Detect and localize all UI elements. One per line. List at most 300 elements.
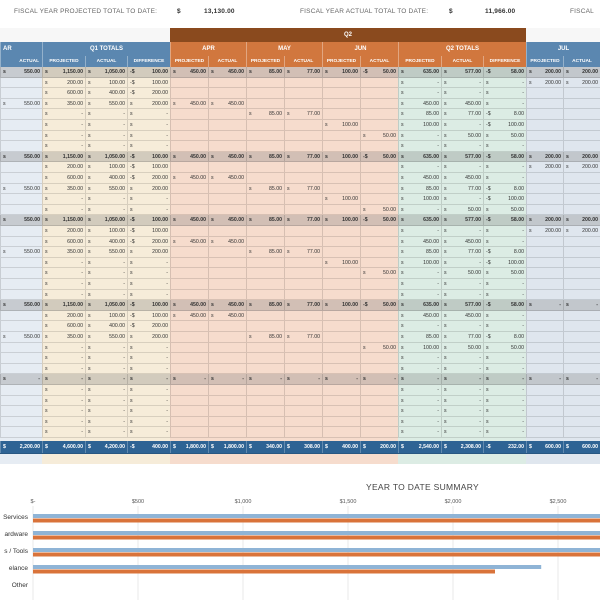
table-cell[interactable]: [483, 406, 526, 416]
table-cell[interactable]: [208, 131, 246, 141]
table-cell[interactable]: [208, 120, 246, 130]
table-cell[interactable]: [483, 268, 526, 278]
table-cell[interactable]: [526, 279, 563, 289]
table-cell[interactable]: [322, 78, 360, 88]
table-cell[interactable]: [208, 247, 246, 257]
table-cell[interactable]: [322, 332, 360, 342]
table-cell[interactable]: [398, 120, 441, 130]
table-cell[interactable]: [526, 215, 563, 225]
table-cell[interactable]: [526, 374, 563, 384]
table-cell[interactable]: [563, 78, 600, 88]
table-cell[interactable]: [563, 427, 600, 437]
table-cell[interactable]: [85, 162, 127, 172]
table-cell[interactable]: [360, 385, 398, 395]
table-cell[interactable]: [246, 109, 284, 119]
table-cell[interactable]: [483, 141, 526, 151]
table-cell[interactable]: [483, 417, 526, 427]
table-cell[interactable]: [360, 332, 398, 342]
table-cell[interactable]: [246, 385, 284, 395]
table-cell[interactable]: [246, 343, 284, 353]
table-cell[interactable]: [398, 237, 441, 247]
table-cell[interactable]: [42, 417, 85, 427]
table-cell[interactable]: [322, 120, 360, 130]
table-cell[interactable]: [246, 441, 284, 453]
table-cell[interactable]: [360, 173, 398, 183]
table-cell[interactable]: [483, 427, 526, 437]
table-cell[interactable]: [398, 215, 441, 225]
table-cell[interactable]: [441, 427, 483, 437]
table-cell[interactable]: [127, 374, 170, 384]
table-cell[interactable]: [563, 396, 600, 406]
table-cell[interactable]: [322, 99, 360, 109]
table-cell[interactable]: [42, 311, 85, 321]
table-cell[interactable]: [360, 194, 398, 204]
table-cell[interactable]: [85, 205, 127, 215]
table-cell[interactable]: [284, 226, 322, 236]
table-cell[interactable]: [526, 109, 563, 119]
table-cell[interactable]: [398, 279, 441, 289]
table-cell[interactable]: [563, 226, 600, 236]
table-cell[interactable]: [208, 109, 246, 119]
table-cell[interactable]: [441, 321, 483, 331]
table-cell[interactable]: [42, 321, 85, 331]
table-cell[interactable]: [0, 385, 42, 395]
table-cell[interactable]: [398, 332, 441, 342]
table-cell[interactable]: [0, 205, 42, 215]
table-cell[interactable]: [127, 173, 170, 183]
table-cell[interactable]: [42, 67, 85, 77]
table-cell[interactable]: [526, 141, 563, 151]
table-cell[interactable]: [0, 141, 42, 151]
table-cell[interactable]: [284, 427, 322, 437]
table-cell[interactable]: [398, 131, 441, 141]
table-cell[interactable]: [85, 332, 127, 342]
table-cell[interactable]: [170, 99, 208, 109]
table-cell[interactable]: [246, 406, 284, 416]
table-cell[interactable]: [284, 441, 322, 453]
table-cell[interactable]: [0, 162, 42, 172]
table-cell[interactable]: [563, 184, 600, 194]
table-cell[interactable]: [85, 67, 127, 77]
table-cell[interactable]: [85, 237, 127, 247]
table-cell[interactable]: [246, 427, 284, 437]
table-cell[interactable]: [85, 300, 127, 310]
table-cell[interactable]: [0, 184, 42, 194]
table-cell[interactable]: [526, 343, 563, 353]
table-cell[interactable]: [360, 353, 398, 363]
table-cell[interactable]: [127, 99, 170, 109]
table-cell[interactable]: [170, 152, 208, 162]
table-cell[interactable]: [360, 162, 398, 172]
table-cell[interactable]: [563, 152, 600, 162]
table-cell[interactable]: [170, 385, 208, 395]
table-cell[interactable]: [322, 88, 360, 98]
table-cell[interactable]: [526, 184, 563, 194]
table-cell[interactable]: [441, 343, 483, 353]
table-cell[interactable]: [42, 427, 85, 437]
table-cell[interactable]: [322, 300, 360, 310]
table-cell[interactable]: [127, 226, 170, 236]
table-cell[interactable]: [0, 268, 42, 278]
table-cell[interactable]: [398, 321, 441, 331]
table-cell[interactable]: [208, 353, 246, 363]
table-cell[interactable]: [360, 343, 398, 353]
table-cell[interactable]: [284, 374, 322, 384]
table-cell[interactable]: [284, 99, 322, 109]
table-cell[interactable]: [441, 141, 483, 151]
table-cell[interactable]: [563, 300, 600, 310]
table-cell[interactable]: [170, 247, 208, 257]
table-cell[interactable]: [360, 215, 398, 225]
table-cell[interactable]: [208, 258, 246, 268]
table-cell[interactable]: [0, 194, 42, 204]
table-cell[interactable]: [360, 237, 398, 247]
table-cell[interactable]: [170, 215, 208, 225]
table-cell[interactable]: [483, 290, 526, 300]
table-cell[interactable]: [322, 268, 360, 278]
table-cell[interactable]: [322, 184, 360, 194]
table-cell[interactable]: [322, 290, 360, 300]
table-cell[interactable]: [127, 364, 170, 374]
table-cell[interactable]: [85, 268, 127, 278]
table-cell[interactable]: [246, 194, 284, 204]
table-cell[interactable]: [0, 237, 42, 247]
table-cell[interactable]: [42, 247, 85, 257]
table-cell[interactable]: [563, 258, 600, 268]
table-cell[interactable]: [0, 226, 42, 236]
table-cell[interactable]: [441, 194, 483, 204]
table-cell[interactable]: [208, 396, 246, 406]
table-cell[interactable]: [85, 120, 127, 130]
table-cell[interactable]: [0, 258, 42, 268]
table-cell[interactable]: [246, 78, 284, 88]
table-cell[interactable]: [0, 441, 42, 453]
table-cell[interactable]: [0, 109, 42, 119]
table-cell[interactable]: [526, 268, 563, 278]
table-cell[interactable]: [441, 109, 483, 119]
table-cell[interactable]: [563, 311, 600, 321]
table-cell[interactable]: [322, 237, 360, 247]
table-cell[interactable]: [360, 120, 398, 130]
table-cell[interactable]: [127, 109, 170, 119]
table-cell[interactable]: [398, 88, 441, 98]
table-cell[interactable]: [322, 247, 360, 257]
table-cell[interactable]: [246, 141, 284, 151]
table-cell[interactable]: [441, 364, 483, 374]
table-cell[interactable]: [127, 406, 170, 416]
table-cell[interactable]: [526, 194, 563, 204]
table-cell[interactable]: [208, 184, 246, 194]
table-cell[interactable]: [85, 290, 127, 300]
table-cell[interactable]: [483, 205, 526, 215]
table-cell[interactable]: [526, 205, 563, 215]
table-cell[interactable]: [483, 258, 526, 268]
table-cell[interactable]: [170, 131, 208, 141]
table-cell[interactable]: [284, 205, 322, 215]
table-cell[interactable]: [127, 247, 170, 257]
table-cell[interactable]: [0, 406, 42, 416]
table-cell[interactable]: [42, 343, 85, 353]
table-cell[interactable]: [170, 120, 208, 130]
table-cell[interactable]: [322, 141, 360, 151]
table-cell[interactable]: [526, 162, 563, 172]
table-cell[interactable]: [563, 343, 600, 353]
table-cell[interactable]: [208, 99, 246, 109]
table-cell[interactable]: [441, 226, 483, 236]
table-cell[interactable]: [208, 300, 246, 310]
table-cell[interactable]: [441, 353, 483, 363]
table-cell[interactable]: [563, 441, 600, 453]
table-cell[interactable]: [398, 141, 441, 151]
table-cell[interactable]: [284, 311, 322, 321]
table-cell[interactable]: [127, 417, 170, 427]
table-cell[interactable]: [483, 152, 526, 162]
table-cell[interactable]: [483, 78, 526, 88]
table-cell[interactable]: [284, 152, 322, 162]
table-cell[interactable]: [526, 131, 563, 141]
table-cell[interactable]: [170, 226, 208, 236]
table-cell[interactable]: [360, 141, 398, 151]
table-cell[interactable]: [85, 353, 127, 363]
table-cell[interactable]: [127, 311, 170, 321]
table-cell[interactable]: [360, 311, 398, 321]
table-cell[interactable]: [170, 396, 208, 406]
table-cell[interactable]: [441, 385, 483, 395]
table-cell[interactable]: [284, 300, 322, 310]
table-cell[interactable]: [322, 162, 360, 172]
table-cell[interactable]: [170, 441, 208, 453]
table-cell[interactable]: [526, 99, 563, 109]
table-cell[interactable]: [398, 364, 441, 374]
table-cell[interactable]: [483, 300, 526, 310]
table-cell[interactable]: [246, 300, 284, 310]
table-cell[interactable]: [170, 364, 208, 374]
table-cell[interactable]: [246, 237, 284, 247]
table-cell[interactable]: [127, 427, 170, 437]
table-cell[interactable]: [398, 441, 441, 453]
table-cell[interactable]: [563, 290, 600, 300]
table-cell[interactable]: [398, 385, 441, 395]
table-cell[interactable]: [246, 332, 284, 342]
table-cell[interactable]: [42, 152, 85, 162]
table-cell[interactable]: [284, 78, 322, 88]
table-cell[interactable]: [563, 215, 600, 225]
table-cell[interactable]: [441, 99, 483, 109]
table-cell[interactable]: [0, 290, 42, 300]
table-cell[interactable]: [246, 88, 284, 98]
table-cell[interactable]: [42, 109, 85, 119]
table-cell[interactable]: [208, 441, 246, 453]
table-cell[interactable]: [398, 343, 441, 353]
table-cell[interactable]: [398, 109, 441, 119]
table-cell[interactable]: [170, 258, 208, 268]
table-cell[interactable]: [127, 290, 170, 300]
table-cell[interactable]: [284, 268, 322, 278]
table-cell[interactable]: [563, 120, 600, 130]
table-cell[interactable]: [208, 417, 246, 427]
table-cell[interactable]: [0, 417, 42, 427]
table-cell[interactable]: [85, 343, 127, 353]
table-cell[interactable]: [42, 279, 85, 289]
table-cell[interactable]: [42, 396, 85, 406]
table-cell[interactable]: [0, 99, 42, 109]
table-cell[interactable]: [42, 300, 85, 310]
table-cell[interactable]: [0, 364, 42, 374]
table-cell[interactable]: [246, 120, 284, 130]
table-cell[interactable]: [284, 88, 322, 98]
table-cell[interactable]: [322, 427, 360, 437]
table-cell[interactable]: [85, 173, 127, 183]
table-cell[interactable]: [322, 173, 360, 183]
table-cell[interactable]: [526, 353, 563, 363]
table-cell[interactable]: [360, 364, 398, 374]
table-cell[interactable]: [42, 332, 85, 342]
table-cell[interactable]: [563, 205, 600, 215]
table-cell[interactable]: [322, 417, 360, 427]
table-cell[interactable]: [208, 321, 246, 331]
table-cell[interactable]: [483, 321, 526, 331]
table-cell[interactable]: [360, 427, 398, 437]
table-cell[interactable]: [483, 332, 526, 342]
table-cell[interactable]: [441, 205, 483, 215]
table-cell[interactable]: [563, 332, 600, 342]
table-cell[interactable]: [563, 406, 600, 416]
table-cell[interactable]: [85, 152, 127, 162]
table-cell[interactable]: [284, 131, 322, 141]
table-cell[interactable]: [398, 353, 441, 363]
table-cell[interactable]: [322, 406, 360, 416]
table-cell[interactable]: [127, 152, 170, 162]
table-cell[interactable]: [42, 258, 85, 268]
table-cell[interactable]: [85, 279, 127, 289]
table-cell[interactable]: [208, 364, 246, 374]
table-cell[interactable]: [284, 141, 322, 151]
table-cell[interactable]: [42, 226, 85, 236]
table-cell[interactable]: [360, 258, 398, 268]
table-cell[interactable]: [127, 332, 170, 342]
table-cell[interactable]: [441, 258, 483, 268]
table-cell[interactable]: [127, 353, 170, 363]
table-cell[interactable]: [208, 88, 246, 98]
table-cell[interactable]: [526, 173, 563, 183]
table-cell[interactable]: [246, 417, 284, 427]
table-cell[interactable]: [322, 205, 360, 215]
table-cell[interactable]: [483, 226, 526, 236]
table-cell[interactable]: [85, 215, 127, 225]
table-cell[interactable]: [360, 396, 398, 406]
table-cell[interactable]: [360, 88, 398, 98]
table-cell[interactable]: [398, 427, 441, 437]
table-cell[interactable]: [208, 78, 246, 88]
table-cell[interactable]: [0, 396, 42, 406]
table-cell[interactable]: [360, 67, 398, 77]
table-cell[interactable]: [127, 258, 170, 268]
table-cell[interactable]: [398, 374, 441, 384]
table-cell[interactable]: [284, 406, 322, 416]
table-cell[interactable]: [170, 417, 208, 427]
table-cell[interactable]: [246, 396, 284, 406]
table-cell[interactable]: [0, 279, 42, 289]
table-cell[interactable]: [85, 78, 127, 88]
table-cell[interactable]: [398, 396, 441, 406]
table-cell[interactable]: [441, 279, 483, 289]
table-cell[interactable]: [398, 205, 441, 215]
table-cell[interactable]: [208, 205, 246, 215]
table-cell[interactable]: [360, 99, 398, 109]
table-cell[interactable]: [0, 215, 42, 225]
table-cell[interactable]: [85, 385, 127, 395]
table-cell[interactable]: [42, 441, 85, 453]
table-cell[interactable]: [42, 194, 85, 204]
table-cell[interactable]: [170, 290, 208, 300]
table-cell[interactable]: [563, 88, 600, 98]
table-cell[interactable]: [563, 353, 600, 363]
table-cell[interactable]: [284, 215, 322, 225]
table-cell[interactable]: [42, 374, 85, 384]
table-cell[interactable]: [360, 226, 398, 236]
table-cell[interactable]: [127, 88, 170, 98]
table-cell[interactable]: [170, 268, 208, 278]
table-cell[interactable]: [526, 441, 563, 453]
table-cell[interactable]: [208, 268, 246, 278]
table-cell[interactable]: [441, 311, 483, 321]
table-cell[interactable]: [483, 184, 526, 194]
table-cell[interactable]: [483, 396, 526, 406]
table-cell[interactable]: [208, 152, 246, 162]
table-cell[interactable]: [208, 173, 246, 183]
table-cell[interactable]: [483, 353, 526, 363]
table-cell[interactable]: [42, 184, 85, 194]
table-cell[interactable]: [127, 67, 170, 77]
table-cell[interactable]: [322, 152, 360, 162]
table-cell[interactable]: [526, 226, 563, 236]
table-cell[interactable]: [246, 152, 284, 162]
table-cell[interactable]: [85, 406, 127, 416]
table-cell[interactable]: [322, 67, 360, 77]
table-cell[interactable]: [284, 237, 322, 247]
table-cell[interactable]: [127, 162, 170, 172]
table-cell[interactable]: [208, 406, 246, 416]
table-cell[interactable]: [322, 131, 360, 141]
table-cell[interactable]: [398, 184, 441, 194]
table-cell[interactable]: [246, 279, 284, 289]
table-cell[interactable]: [0, 120, 42, 130]
table-cell[interactable]: [208, 290, 246, 300]
table-cell[interactable]: [441, 406, 483, 416]
table-cell[interactable]: [127, 321, 170, 331]
table-cell[interactable]: [284, 162, 322, 172]
table-cell[interactable]: [441, 173, 483, 183]
table-cell[interactable]: [526, 300, 563, 310]
table-cell[interactable]: [42, 353, 85, 363]
table-cell[interactable]: [85, 258, 127, 268]
table-cell[interactable]: [246, 67, 284, 77]
table-cell[interactable]: [526, 152, 563, 162]
table-cell[interactable]: [208, 343, 246, 353]
table-cell[interactable]: [170, 353, 208, 363]
table-cell[interactable]: [563, 194, 600, 204]
table-cell[interactable]: [360, 109, 398, 119]
table-cell[interactable]: [0, 332, 42, 342]
table-cell[interactable]: [563, 99, 600, 109]
table-cell[interactable]: [483, 109, 526, 119]
table-cell[interactable]: [563, 321, 600, 331]
table-cell[interactable]: [563, 417, 600, 427]
table-cell[interactable]: [441, 215, 483, 225]
table-cell[interactable]: [441, 152, 483, 162]
table-cell[interactable]: [0, 247, 42, 257]
table-cell[interactable]: [322, 215, 360, 225]
